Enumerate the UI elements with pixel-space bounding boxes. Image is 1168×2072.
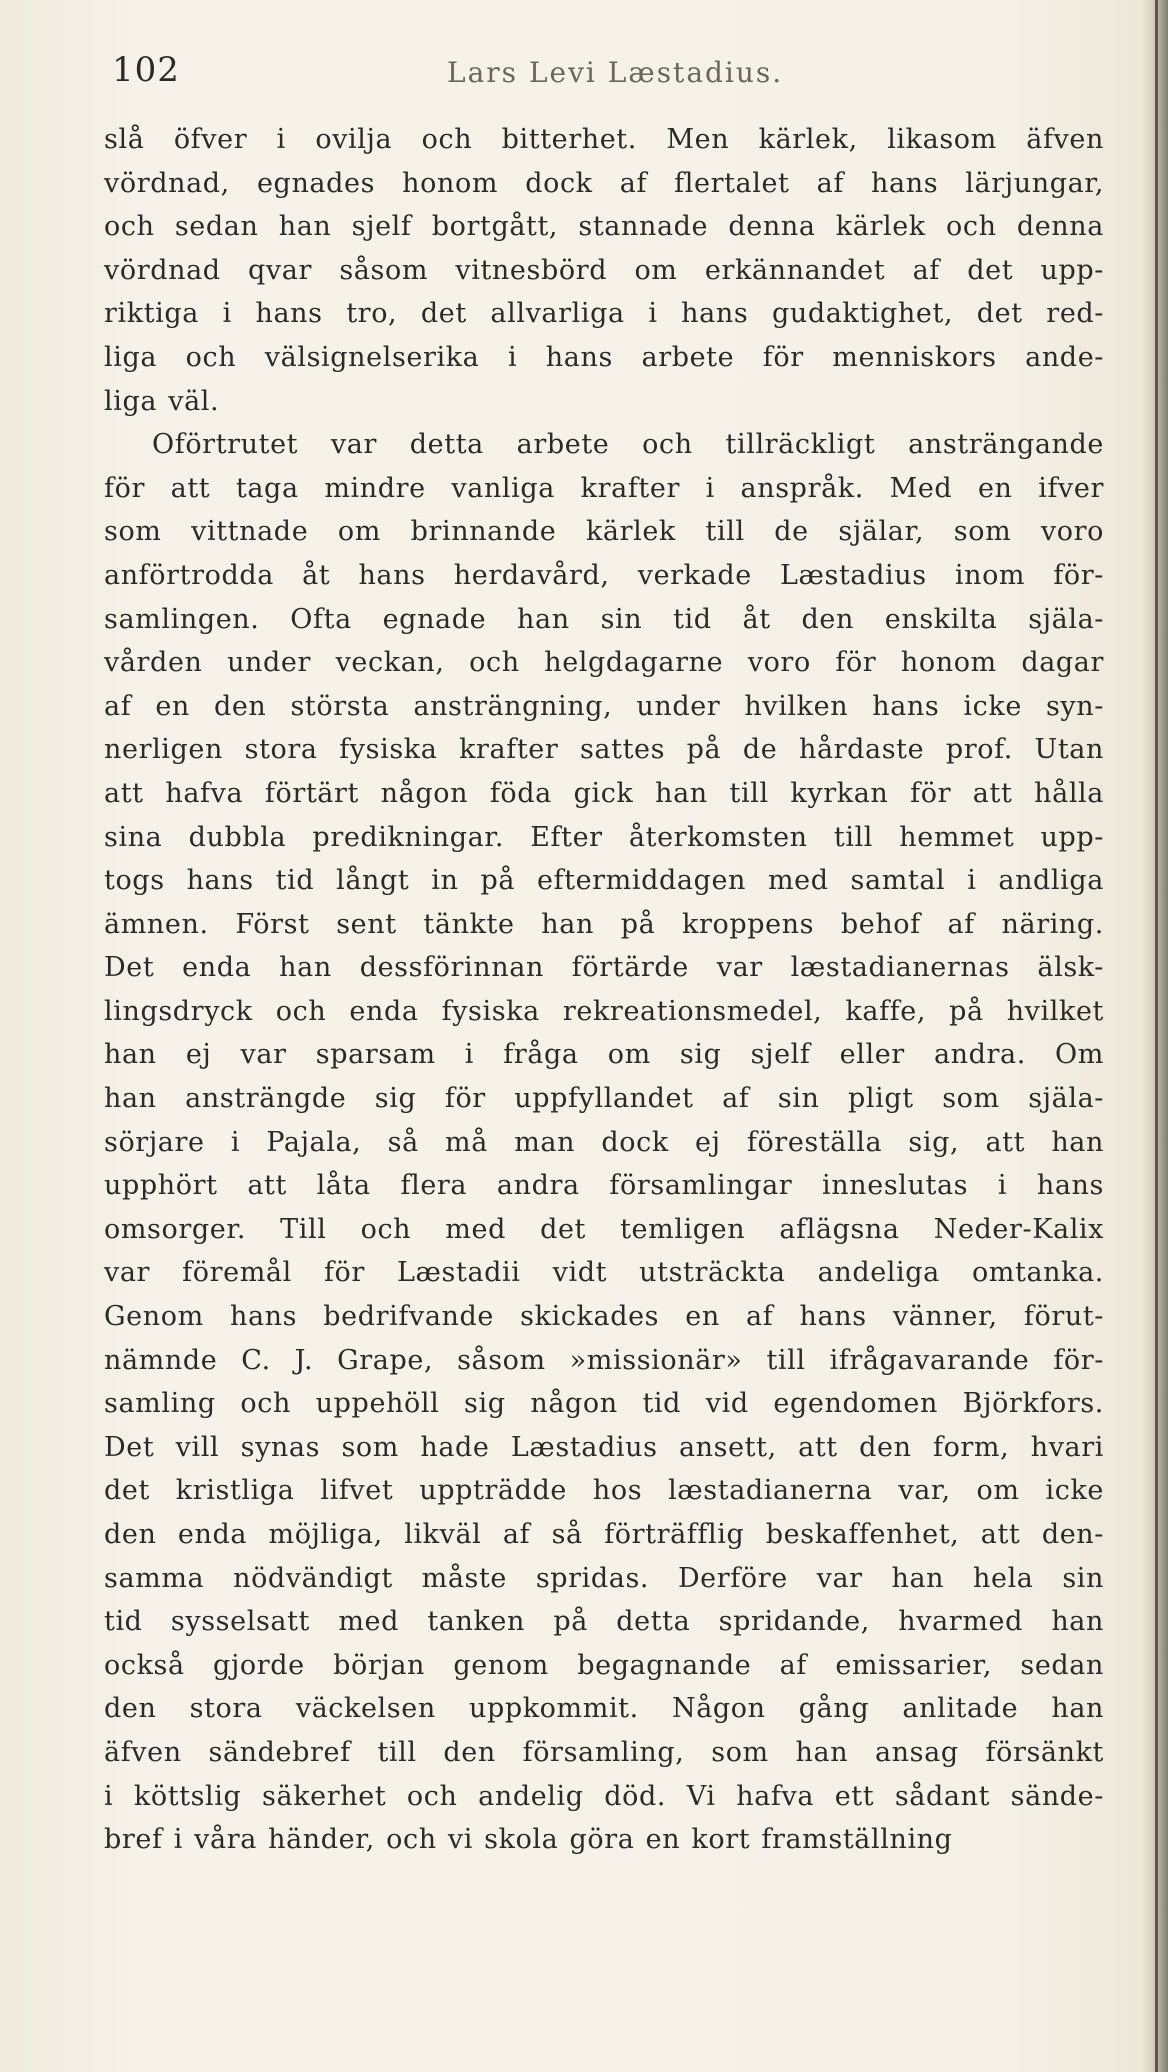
text-line: att hafva förtärt någon föda gick han till kyrkan för att hålla: [104, 777, 1104, 809]
text-line: den enda möjliga, likväl af så förträfflig beskaffenhet, att den-: [104, 1519, 1104, 1550]
text-line: anförtrodda åt hans herdavård, verkade Læstadius inom för-: [104, 559, 1104, 591]
page-number: 102: [112, 50, 180, 90]
text-line: i köttslig säkerhet och andelig död. Vi hafva ett sådant sände-: [104, 1780, 1104, 1812]
text-line: ämnen. Först sent tänkte han på kroppens behof af näring.: [104, 908, 1104, 940]
text-line: som vittnade om brinnande kärlek till de själar, som voro: [104, 516, 1104, 548]
text-line: riktiga i hans tro, det allvarliga i hans gudaktighet, det red-: [104, 298, 1104, 330]
text-line: och sedan han sjelf bortgått, stannade denna kärlek och denna: [104, 211, 1104, 243]
page-edge-line: [1155, 0, 1158, 2072]
text-line: slå öfver i ovilja och bitterhet. Men kärlek, likasom äfven: [104, 124, 1104, 155]
text-line: också gjorde början genom begagnande af emissarier, sedan: [104, 1649, 1104, 1681]
text-line: den stora väckelsen uppkommit. Någon gång anlitade han: [104, 1693, 1104, 1725]
text-line: Det enda han dessförinnan förtärde var læstadianernas älsk-: [104, 952, 1104, 984]
text-line: var föremål för Læstadii vidt utsträckta andeliga omtanka.: [104, 1257, 1104, 1289]
text-line: lingsdryck och enda fysiska rekreationsmedel, kaffe, på hvilket: [104, 995, 1104, 1027]
text-line: det kristliga lifvet uppträdde hos læstadianerna var, om icke: [104, 1475, 1104, 1507]
text-line: han ansträngde sig för uppfyllandet af sin pligt som själa-: [104, 1083, 1104, 1115]
text-line: bref i våra händer, och vi skola göra en kort framställning: [104, 1824, 953, 1856]
text-line: samlingen. Ofta egnade han sin tid åt den enskilta själa-: [104, 603, 1104, 635]
running-head: Lars Levi Læstadius.: [447, 56, 784, 89]
text-line: Det vill synas som hade Læstadius ansett, att den form, hvari: [104, 1431, 1104, 1463]
text-line: omsorger. Till och med det temligen aflägsna Neder-Kalix: [104, 1213, 1104, 1245]
text-line: tid sysselsatt med tanken på detta spridande, hvarmed han: [104, 1606, 1104, 1638]
page-header: [112, 40, 1092, 100]
page-edge-shadow: [1140, 0, 1168, 2072]
text-line: vördnad qvar såsom vitnesbörd om erkännandet af det upp-: [104, 254, 1104, 286]
text-line: togs hans tid långt in på eftermiddagen med samtal i andliga: [104, 865, 1104, 897]
text-line: vården under veckan, och helgdagarne voro för honom dagar: [104, 647, 1104, 679]
text-line: liga väl.: [104, 385, 220, 417]
text-line: sina dubbla predikningar. Efter återkomsten till hemmet upp-: [104, 821, 1104, 853]
text-line: vördnad, egnades honom dock af flertalet af hans lärjungar,: [104, 167, 1104, 199]
text-line: han ej var sparsam i fråga om sig sjelf eller andra. Om: [104, 1039, 1104, 1071]
text-line: samling och uppehöll sig någon tid vid egendomen Björkfors.: [104, 1388, 1104, 1420]
body-text: [104, 118, 1104, 1862]
text-line: nerligen stora fysiska krafter sattes på de hårdaste prof. Utan: [104, 734, 1104, 766]
text-line: Genom hans bedrifvande skickades en af hans vänner, förut-: [104, 1301, 1104, 1333]
text-line: af en den största ansträngning, under hvilken hans icke syn-: [104, 690, 1104, 722]
text-line: samma nödvändigt måste spridas. Derföre var han hela sin: [104, 1562, 1104, 1594]
text-line: för att taga mindre vanliga krafter i anspråk. Med en ifver: [104, 472, 1104, 504]
text-line: liga och välsignelserika i hans arbete för menniskors ande-: [104, 341, 1104, 373]
text-line: äfven sändebref till den församling, som han ansag försänkt: [104, 1736, 1104, 1768]
text-line: sörjare i Pajala, så må man dock ej föreställa sig, att han: [104, 1126, 1104, 1158]
text-line: nämnde C. J. Grape, såsom »missionär» till ifrågavarande för-: [104, 1344, 1104, 1376]
text-line: upphört att låta flera andra församlingar inneslutas i hans: [104, 1170, 1104, 1202]
paragraph-first-line: Oförtrutet var detta arbete och tillräckligt ansträngande: [152, 429, 1104, 461]
